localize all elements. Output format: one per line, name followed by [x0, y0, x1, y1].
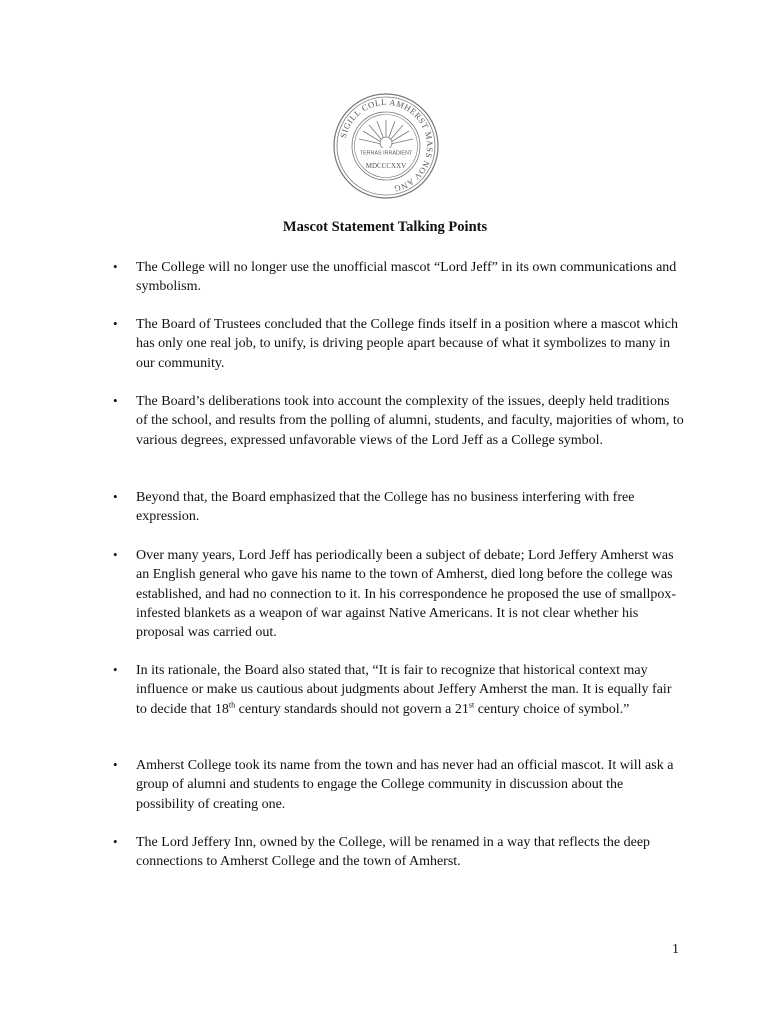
list-item-text: The College will no longer use the unofficial mascot “Lord Jeff” in its own communications and symbolism.: [136, 260, 677, 295]
svg-text:SIGILL COLL AMHERST MASS NOV A: SIGILL COLL AMHERST MASS NOV ANG: [337, 96, 436, 195]
svg-text:TERRAS IRRADIENT: TERRAS IRRADIENT: [359, 150, 413, 157]
document-title: Mascot Statement Talking Points: [282, 219, 488, 235]
bullet-icon: •: [113, 662, 118, 677]
college-seal-logo: [333, 93, 439, 199]
list-item-text: In its rationale, the Board also stated that, “It is fair to recognize that historical context may influence or make us cautious about judgments about Jeffery Amherst the man. It is equally fair to decide that 18th century standards should not govern a 21st century choice of symbol.”: [136, 663, 672, 717]
list-item-text: The Lord Jeffery Inn, owned by the College, will be renamed in a way that reflects the deep connections to Amherst College and the town of Amherst.: [136, 835, 651, 870]
bullet-icon: •: [113, 393, 118, 408]
bullet-icon: •: [113, 834, 118, 849]
list-item-text: The Board’s deliberations took into account the complexity of the issues, deeply held traditions of the school, and results from the polling of alumni, students, and faculty, majorities of whom, to various degrees, expressed unfavorable views of the Lord Jeff as a College symbol.: [136, 394, 684, 448]
list-item-text: Over many years, Lord Jeff has periodically been a subject of debate; Lord Jeffery Amherst was an English general who gave his name to the town of Amherst, died long before the college was established, and had no connection to it. In his correspondence he proposed the use of smallpox-infested blankets as a weapon of war against Native Americans. It is not clear whether his proposal was carried out.: [136, 548, 677, 641]
bullet-icon: •: [113, 316, 118, 331]
bullet-icon: •: [113, 489, 118, 504]
list-item-text: Beyond that, the Board emphasized that the College has no business interfering with free expression.: [136, 490, 635, 525]
page-number: 1: [672, 942, 679, 957]
bullet-icon: •: [113, 757, 118, 772]
list-item-text: Amherst College took its name from the town and has never had an official mascot. It will ask a group of alumni and students to engage the College community in discussion about the possibility of creating one.: [136, 758, 674, 812]
bullet-icon: •: [113, 547, 118, 562]
list-item-text: The Board of Trustees concluded that the College finds itself in a position where a mascot which has only one real job, to unify, is driving people apart because of what it symbolizes to many in our community.: [136, 317, 678, 371]
bullet-icon: •: [113, 259, 118, 274]
svg-text:MDCCCXXV: MDCCCXXV: [365, 162, 407, 170]
